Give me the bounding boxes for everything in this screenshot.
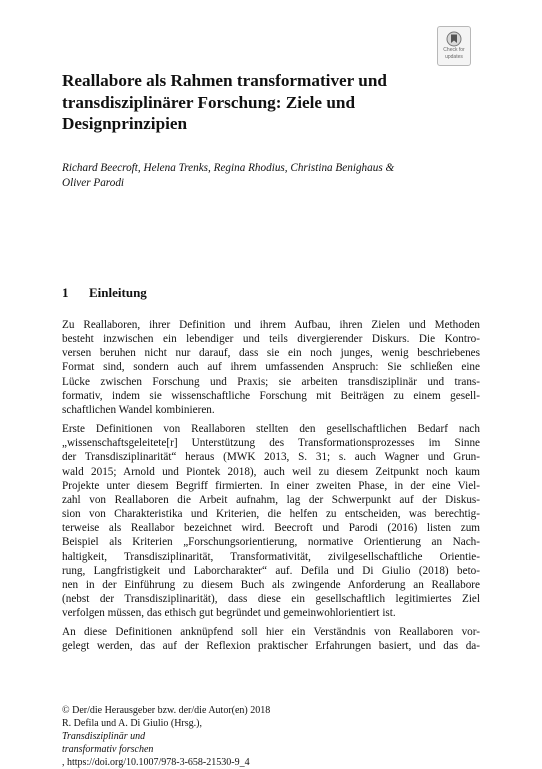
text-line: Zu Reallaboren, ihrer Definition und ihrem Aufbau, ihren Zielen und Methoden xyxy=(62,319,480,331)
citation-editors: R. Defila und A. Di Giulio (Hrsg.), xyxy=(62,718,202,729)
section-number: 1 xyxy=(62,285,69,300)
text-line: zahl von Reallaboren die Arbeit aufnahm, lag der Schwerpunkt auf der Diskus- xyxy=(62,493,480,506)
text-line: terweise als Reallabor bezeichnet wird. Beecroft und Parodi (2016) listen zum xyxy=(62,522,480,535)
text-line: schaftlichen Wandel kombinieren. xyxy=(62,403,215,416)
text-line: verfolgen müssen, das ethisch gut begründet und gemeinwohlorientiert ist. xyxy=(62,607,396,620)
copyright-footer xyxy=(62,704,482,769)
text-line: An diese Definitionen anknüpfend soll hier ein Verständnis von Reallaboren vor- xyxy=(62,626,480,639)
text-line: rung, Langfristigkeit und Laborcharakter“ auf. Defila und Di Giulio (2018) beto- xyxy=(62,564,480,577)
check-for-updates-badge[interactable] xyxy=(437,26,471,66)
text-line: Format sind, sondern auch auf ihrem umfassenden Anspruch: Sie schließen eine xyxy=(62,361,480,374)
paragraph xyxy=(62,625,480,653)
badge-line-2: updates xyxy=(445,53,463,60)
doi-link[interactable]: , https://doi.org/10.1007/978-3-658-21530-9_4 xyxy=(62,757,250,768)
title-line: Designprinzipien xyxy=(62,114,188,133)
badge-line-1: Check for xyxy=(443,47,465,53)
book-title-part-2: transformativ forschen xyxy=(62,744,154,755)
copyright-notice: © Der/die Herausgeber bzw. der/die Autor(en) 2018 xyxy=(62,705,271,716)
check-for-updates-icon xyxy=(446,31,462,47)
section-heading xyxy=(62,285,147,301)
text-line: wald 2015; Arnold und Piontek 2018), auch weil zu diesem Zeitpunkt noch kaum xyxy=(62,465,480,478)
text-line: der Transdisziplinarität“ heraus (MWK 2013, S. 31; s. auch Wagner und Grun- xyxy=(62,451,480,464)
title-line: transdisziplinärer Forschung: Ziele und xyxy=(62,92,356,112)
text-line: formativ, indem sie wissenschaftliche Forschung mit Beiträgen zu einem gesell- xyxy=(62,389,480,402)
text-line: versen beruhen nicht nur darauf, dass sie ein noch junges, wenig beschriebenes xyxy=(62,347,480,360)
text-line: Beispiel als Kriterien „Forschungsorientierung, normative Orientierung an Nach- xyxy=(62,536,480,549)
text-line: Lücke zwischen Forschung und Praxis; sie arbeiten transdisziplinär und trans- xyxy=(62,375,480,388)
text-line: sion von Charakteristika und Kriterien, die helfen zu entscheiden, was berechtig- xyxy=(62,508,480,521)
citation-line-1 xyxy=(62,717,482,743)
paragraph xyxy=(62,318,480,417)
text-line: besteht inzwischen ein lebendiger und teils divergierender Diskurs. Die Kontro- xyxy=(62,333,480,346)
author-line: Oliver Parodi xyxy=(62,177,125,189)
text-line: haltigkeit, Transdisziplinarität, Transformativität, zivilgesellschaftliche Orientie- xyxy=(62,550,480,563)
paragraph xyxy=(62,422,480,620)
citation-line-2 xyxy=(62,743,482,769)
body-text xyxy=(62,318,480,659)
title-line: Reallabore als Rahmen transformativer und xyxy=(62,71,387,90)
text-line: „wissenschaftsgeleitete[r] Unterstützung des Transformationsprozesses im Sinne xyxy=(62,437,480,450)
section-title: Einleitung xyxy=(89,285,147,300)
book-title-part-1: Transdisziplinär und xyxy=(62,731,146,742)
text-line: gelegt werden, das auf der Reflexion praktischer Erfahrungen basiert, und das da- xyxy=(62,640,480,653)
text-line: (nebst der Transdisziplinarität), dass diese ein gesellschaftlich legitimiertes Ziel xyxy=(62,592,480,605)
text-line: nen in der Einführung zu diesem Buch als zwingende Anforderung an Reallabore xyxy=(62,578,480,591)
text-line: Projekte unter diesem Begriff firmierten. In einer zweiten Phase, in der eine Viel- xyxy=(62,479,480,492)
chapter-title xyxy=(62,70,462,135)
author-list xyxy=(62,161,482,191)
text-line: Erste Definitionen von Reallaboren stellten den gesellschaftlichen Bedarf nach xyxy=(62,423,480,436)
author-line: Richard Beecroft, Helena Trenks, Regina Rhodius, Christina Benighaus & xyxy=(62,162,395,174)
